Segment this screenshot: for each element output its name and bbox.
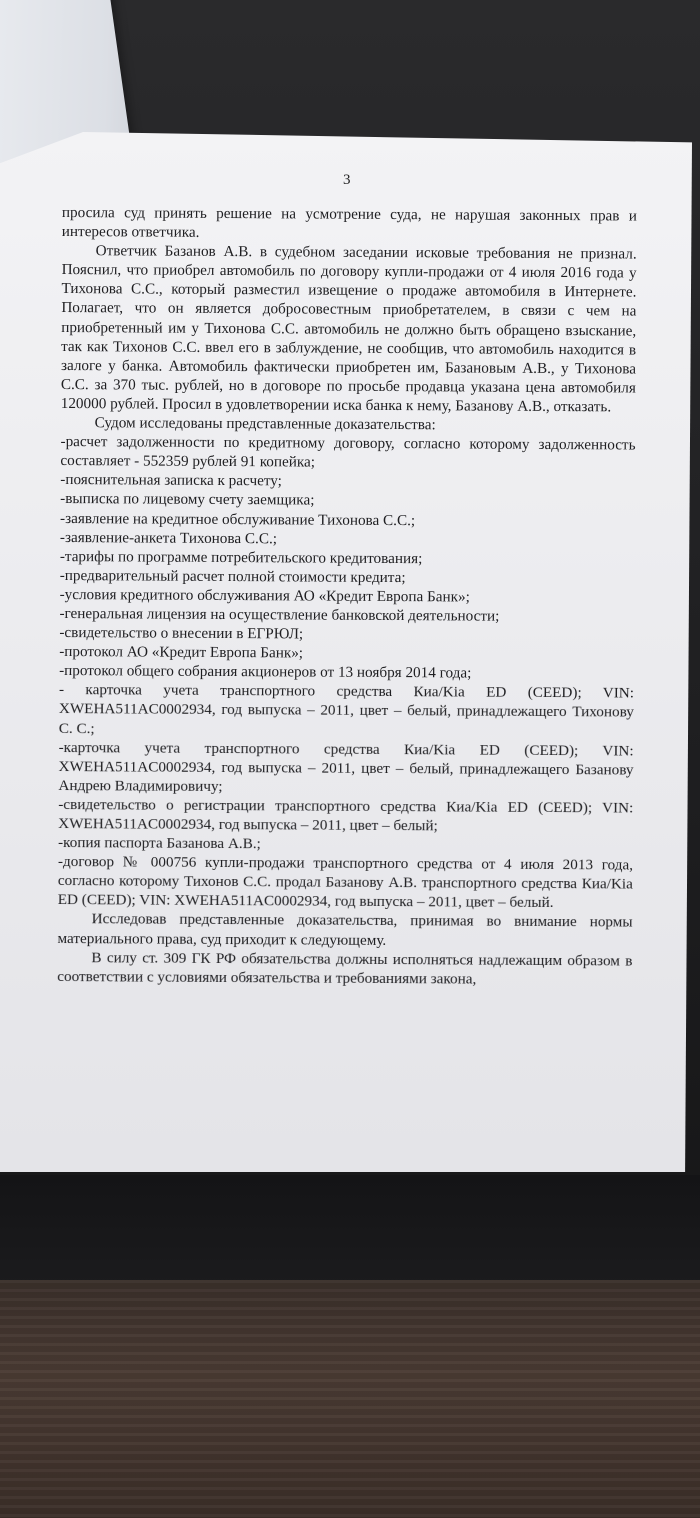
paragraph-conclusion: Исследовав представленные доказательства, принимая во внимание нормы материального права, суд приходит к следующему. xyxy=(57,910,633,949)
evidence-item: -расчет задолженности по кредитному договору, согласно которому задолженность составляет - 552359 рублей 91 копейка; xyxy=(60,433,636,471)
evidence-item: -договор № 000756 купли-продажи транспортного средства от 4 июля 2013 года, согласно которому Тихонов С.С. продал Базанову А.В. транспортного средства Киа/Kia ED (CEED); VIN: XWEHA511AC0002934, год выпуска – 2011, цвет – белый. xyxy=(57,853,634,912)
page-number: 3 xyxy=(343,172,351,188)
document-text xyxy=(57,203,637,989)
table-edge xyxy=(0,1175,700,1285)
paragraph-law: В силу ст. 309 ГК РФ обязательства должны исполняться надлежащим образом в соответствии с условиями обязательства и требованиями закона, xyxy=(57,948,633,988)
evidence-item: -генеральная лицензия на осуществление банковской деятельности; xyxy=(59,604,500,625)
evidence-item: -условия кредитного обслуживания АО «Кредит Европа Банк»; xyxy=(59,585,470,606)
evidence-item: -тарифы по программе потребительского кредитования; xyxy=(59,547,423,567)
paragraph-defendant: Ответчик Базанов А.В. в судебном заседании исковые требования не признал. Пояснил, что приобрел автомобиль по договору купли-продажи от 4 июля 2016 года у Тихонова С.С., который разместил извещение о продаже автомобиля в Интернете. Полагает, что он является добросовестным приобретателем, в связи с чем на приобретенный им у Тихонова С.С. автомобиль не должно быть обращено взыскание, так как Тихонов С.С. ввел его в заблуждение, не сообщив, что автомобиль находится в залоге у банка. Автомобиль фактически приобретен им, Базановым А.В., у Тихонова С.С. за 370 тыс. рублей, но в договоре по просьбе продавца указана цена автомобиля 120000 рублей. Просил в удовлетворении иска банка к нему, Базанову А.В., отказать. xyxy=(60,242,637,416)
evidence-item: -карточка учета транспортного средства Киа/Kia ED (CEED); VIN: XWEHA511AC0002934, год выпуска – 2011, цвет – белый, принадлежащего Базанову Андрею Владимировичу; xyxy=(58,738,634,795)
evidence-item: -свидетельство о внесении в ЕГРЮЛ; xyxy=(59,624,304,643)
evidence-item: -копия паспорта Базанова А.В.; xyxy=(58,834,261,853)
evidence-item: -свидетельство о регистрации транспортного средства Киа/Kia ED (CEED); VIN: XWEHA511AC0002934, год выпуска – 2011, цвет – белый; xyxy=(58,795,634,835)
evidence-item: -выписка по лицевому счету заемщика; xyxy=(60,490,315,509)
paragraph-evidence-intro: Судом исследованы представленные доказательства: xyxy=(94,414,436,434)
evidence-item: -предварительный расчет полной стоимости кредита; xyxy=(59,566,406,586)
evidence-item: -заявление-анкета Тихонова С.С.; xyxy=(59,528,278,547)
evidence-item: -пояснительная записка к расчету; xyxy=(60,471,282,490)
evidence-item: -заявление на кредитное обслуживание Тихонова С.С.; xyxy=(60,509,416,529)
evidence-item: -протокол АО «Кредит Европа Банк»; xyxy=(59,643,304,662)
evidence-item: -протокол общего собрания акционеров от 13 ноября 2014 года; xyxy=(59,662,472,682)
evidence-item: - карточка учета транспортного средства Киа/Kia ED (CEED); VIN: XWEHA511AC0002934, год выпуска – 2011, цвет – белый, принадлежащего Тихонову С. С.; xyxy=(58,681,635,737)
paragraph-request: просила суд принять решение на усмотрение суда, не нарушая законных прав и интересов ответчика. xyxy=(61,203,637,241)
wooden-table xyxy=(0,1280,700,1518)
